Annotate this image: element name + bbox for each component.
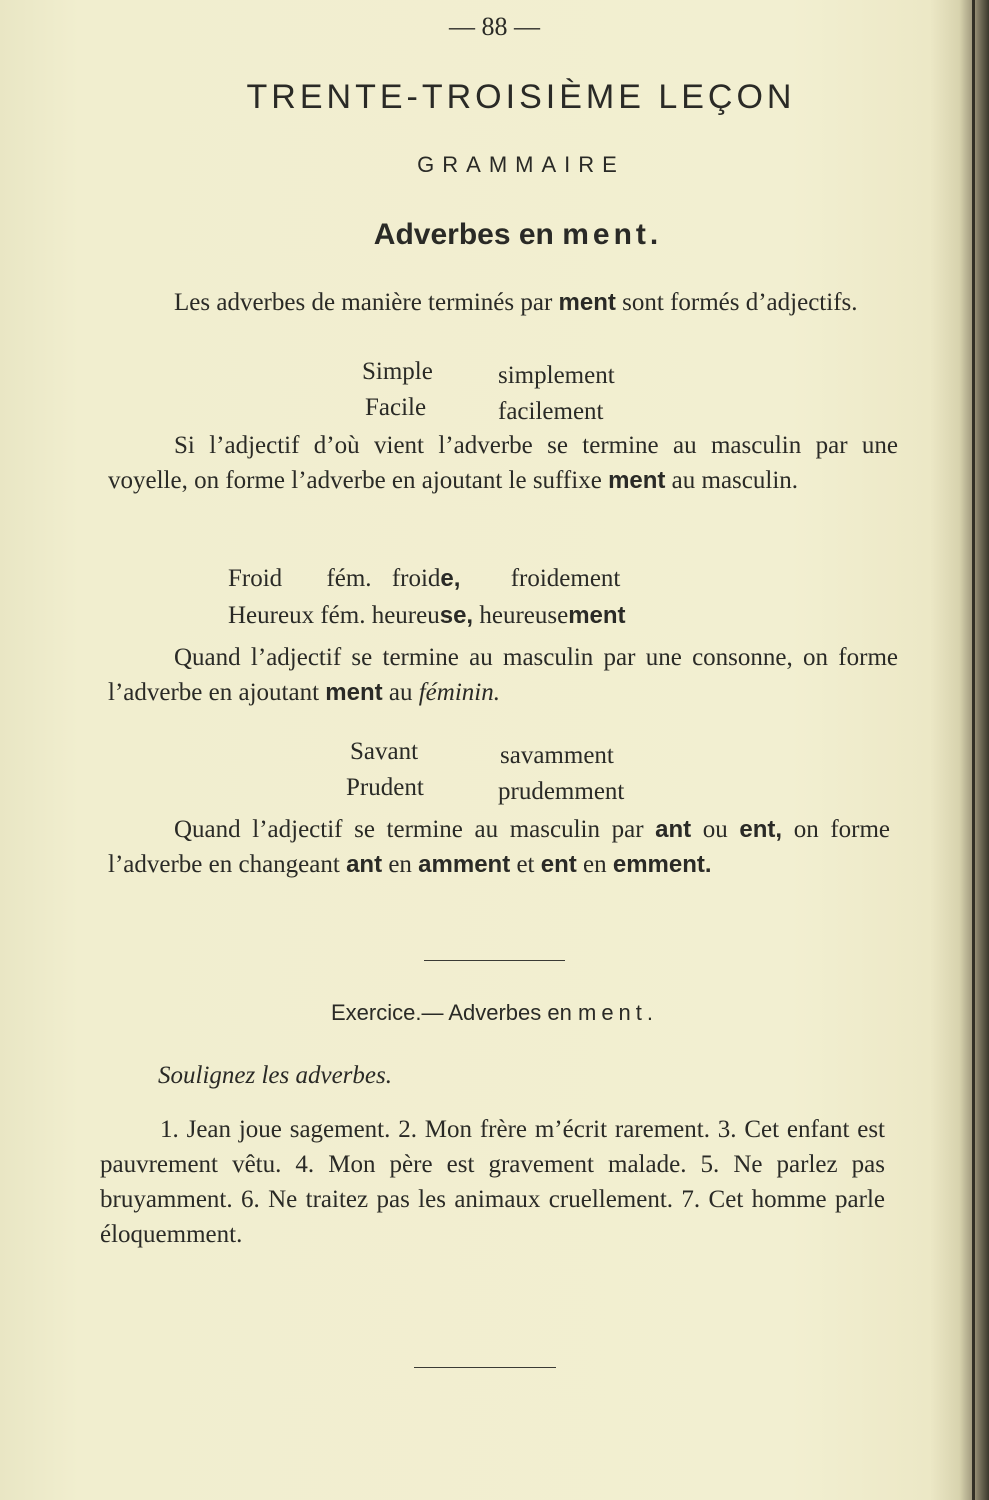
example2-adv-stem: heureuse (479, 602, 569, 629)
exercise-title-suffix: ment. (578, 1000, 659, 1025)
example2-adv-ending: ment (570, 565, 621, 592)
rule2-text-a: Si l’adjectif d’où vient l’adverbe se termine au masculin par une voyelle, on forme l’adverbe en ajoutant le suffixe (108, 432, 898, 494)
exercise-title-prefix: Exercice.— Adverbes en (330, 1000, 572, 1025)
rule1-bold-ment: ment (558, 289, 616, 316)
rule4-bold-ent: ent, (739, 816, 783, 843)
rule-paragraph-4 (108, 812, 890, 882)
example2-adv-ending: ment (568, 602, 626, 629)
example2-fem-stem: heureu (371, 602, 440, 629)
lesson-title: TRENTE-TROISIÈME LEÇON (246, 78, 796, 116)
exercise-instruction: Soulignez les adverbes. (158, 1062, 392, 1089)
heading-prefix: Adverbes en (373, 218, 554, 251)
section-subtitle: GRAMMAIRE (417, 152, 625, 177)
example2-fem-label: fém. (320, 602, 366, 629)
example-adv-simplement: simplement (498, 362, 615, 389)
example2-adv-stem: froide (510, 565, 571, 592)
rule4-t6: en (583, 851, 607, 878)
example-adj-facile: Facile (365, 394, 427, 421)
example2-adj: Froid (228, 565, 283, 592)
example-adj-simple: Simple (362, 358, 433, 385)
rule1-text-b: sont formés d’adjectifs. (622, 289, 858, 316)
rule4-bold-ent-2: ent (540, 851, 577, 878)
rule-paragraph-1 (108, 285, 898, 320)
rule4-t2: ou (702, 816, 728, 843)
example2-row-heureux (228, 602, 626, 630)
example2-fem-ending: se, (439, 602, 474, 629)
rule4-t1: Quand l’adjectif se termine au masculin par (174, 816, 644, 843)
example2-fem-ending: e, (440, 565, 461, 592)
section-divider (424, 960, 565, 961)
rule3-italic-feminin: féminin. (418, 679, 500, 706)
rule4-bold-ant: ant (655, 816, 692, 843)
heading-suffix: ment. (562, 218, 663, 251)
rule3-text-b: au (388, 679, 413, 706)
rule-paragraph-2 (108, 428, 898, 498)
example-adv-savamment: savamment (500, 742, 614, 769)
exercise-title (0, 1000, 989, 1026)
example-adj-savant: Savant (350, 738, 419, 765)
exercise-sentences (100, 1112, 885, 1252)
rule4-bold-emment: emment. (612, 851, 712, 878)
rule4-bold-ant-2: ant (346, 851, 383, 878)
example-adv-prudemment: prudemment (498, 778, 625, 805)
rule4-t3: on forme l’adverbe en changeant (108, 816, 891, 878)
example-adv-facilement: facilement (498, 398, 604, 425)
rule3-bold-ment: ment (325, 679, 383, 706)
rule2-bold-ment: ment (608, 467, 666, 494)
example2-row-froid (228, 565, 620, 593)
rule3-text-a: Quand l’adjectif se termine au masculin par une consonne, on forme l’adverbe en ajoutant (108, 644, 898, 706)
rule-paragraph-3 (108, 640, 898, 710)
rule2-text-b: au masculin. (671, 467, 799, 494)
rule4-t5: et (516, 851, 535, 878)
example2-fem-label: fém. (326, 565, 372, 592)
topic-heading (0, 218, 989, 252)
exercise-text: 1. Jean joue sagement. 2. Mon frère m’écrit rarement. 3. Cet enfant est pauvrement vêtu. 4. Mon père est gravement malade. 5. Ne parlez pas bruyamment. 6. Ne traitez pas les animaux cruellement. 7. Cet homme parle éloquemment. (100, 1116, 885, 1248)
bottom-divider (414, 1367, 556, 1368)
page-number: — 88 — (449, 12, 540, 41)
example2-fem-stem: froid (391, 565, 441, 592)
rule1-text-a: Les adverbes de manière terminés par (174, 289, 553, 316)
example2-adj: Heureux (228, 602, 315, 629)
rule4-t4: en (388, 851, 412, 878)
example-adj-prudent: Prudent (346, 774, 424, 801)
rule4-bold-amment: amment (418, 851, 511, 878)
